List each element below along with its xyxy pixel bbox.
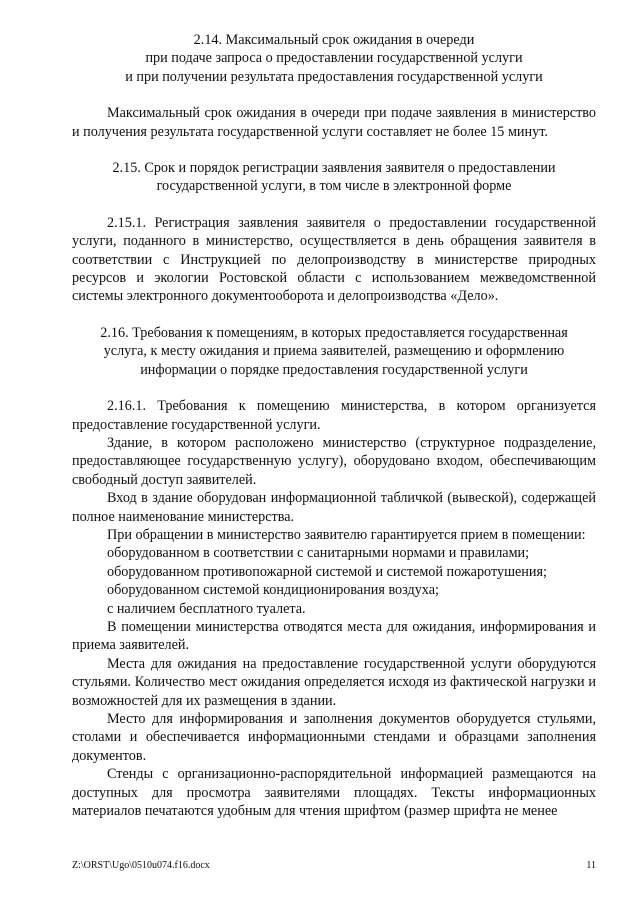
waiting-seats-paragraph: Места для ожидания на предоставление государственной услуги оборудуются стульями. Количество мест ожидания определяется исходя из фактической нагрузки и возможностей для их размещения в здании. (72, 655, 596, 709)
section-2-15-1-paragraph: 2.15.1. Регистрация заявления заявителя о предоставлении государственной услуги, поданного в министерство, осуществляется в день обращения заявителя в соответствии с Инструкцией по делопроизводству в министерстве природных ресурсов и экологии Ростовской области с использованием межведомственной системы электронного документооборота и делопроизводства «Дело». (72, 214, 596, 305)
spacer (72, 141, 596, 159)
list-item: оборудованном в соответствии с санитарными нормами и правилами; (107, 545, 530, 562)
heading-line: 2.14. Максимальный срок ожидания в очереди (193, 32, 475, 48)
spacer (72, 86, 596, 104)
document-page (72, 31, 596, 820)
building-paragraph: Здание, в котором расположено министерство (структурное подразделение, предоставляющее государственную услугу), оборудовано входом, обеспечивающим свободный доступ заявителей. (72, 434, 596, 488)
list-item: оборудованном системой кондиционирования воздуха; (107, 582, 439, 599)
section-2-14-paragraph: Максимальный срок ожидания в очереди при подаче заявления в министерство и получения результата государственной услуги составляет не более 15 минут. (72, 105, 596, 140)
stands-paragraph: Стенды с организационно-распорядительной информацией размещаются на доступных для просмотра заявителями площадях. Тексты информационных материалов печатаются удобным для чтения шрифтом (размер шрифта не менее (72, 766, 596, 820)
footer-file-path: Z:\ORST\Ugo\0510u074.f16.docx (72, 860, 210, 871)
info-place-paragraph: Место для информирования и заполнения документов оборудуется стульями, столами и обеспечивается информационными стендами и образцами заполнения документов. (72, 711, 596, 764)
section-2-16-1-paragraph: 2.16.1. Требования к помещению министерства, в котором организуется предоставление государственной услуги. (72, 398, 596, 433)
spacer (72, 306, 596, 324)
heading-line: и при получении результата предоставления государственной услуги (125, 68, 543, 85)
list-item: с наличием бесплатного туалета. (107, 600, 306, 617)
heading-line: услуга, к месту ожидания и приема заявителей, размещению и оформлению (103, 343, 565, 360)
spacer (72, 379, 596, 397)
heading-line: информации о порядке предоставления государственной услуги (140, 361, 528, 378)
section-2-16-heading (72, 324, 596, 379)
waiting-areas-paragraph: В помещении министерства отводятся места для ожидания, информирования и приема заявителей. (72, 618, 596, 654)
list-item: оборудованном противопожарной системой и системой пожаротушения; (107, 563, 547, 580)
page-number: 11 (586, 860, 596, 871)
spacer (72, 196, 596, 214)
heading-line: 2.15. Срок и порядок регистрации заявления заявителя о предоставлении (112, 160, 556, 177)
heading-line: государственной услуги, в том числе в электронной форме (156, 178, 512, 195)
heading-line: 2.16. Требования к помещениям, в которых предоставляется государственная (100, 324, 568, 341)
reception-paragraph: При обращении в министерство заявителю гарантируется прием в помещении: (107, 526, 586, 543)
section-2-14-heading (72, 31, 596, 86)
heading-line: при подаче запроса о предоставлении государственной услуги (145, 50, 523, 67)
section-2-15-heading (72, 159, 596, 196)
entrance-paragraph: Вход в здание оборудован информационной табличкой (вывеской), содержащей полное наименование министерства. (72, 490, 596, 525)
